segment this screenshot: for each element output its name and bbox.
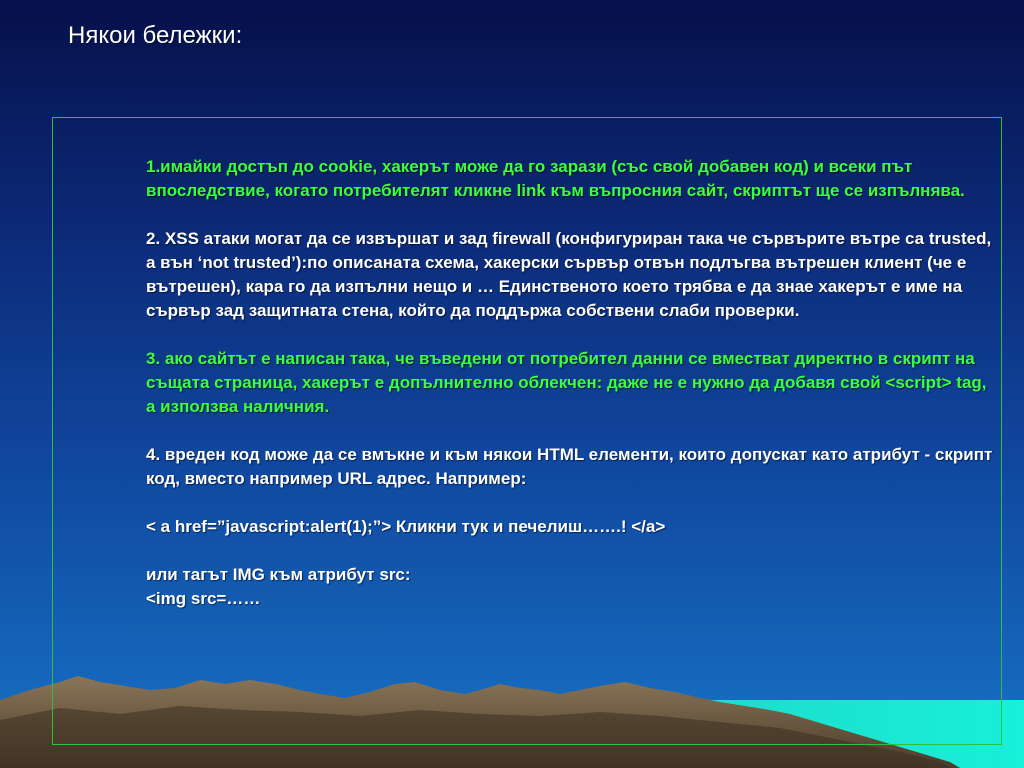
notes-text-block (146, 155, 996, 611)
img-intro: или тагът IMG към атрибут src: (146, 565, 411, 584)
note-script-injection: 3. ако сайтът е написан така, че въведени от потребител данни се вместват директно в скрипт на същата страница, хакерът е допълнително облекчен: даже не е нужно да добавя свой <script> tag, а използва наличния. (146, 349, 987, 416)
slide-title: Някои бележки: (68, 22, 243, 49)
example-link-code: < a href=”javascript:alert(1);”> Кликни тук и печелиш…….! </a> (146, 517, 666, 536)
note-cookie: 1.имайки достъп до cookie, хакерът може да го зарази (със свой добавен код) и всеки път впоследствие, когато потребителят кликне link към въпросния сайт, скриптът ще се изпълнява. (146, 157, 965, 200)
example-img-code: <img src=…… (146, 589, 261, 608)
note-xss-firewall: 2. XSS атаки могат да се извършат и зад firewall (конфигуриран така че сървърите вътре са trusted, а вън ‘not trusted’):по описаната схема, хакерски сървър отвън подлъгва вътрешен клиент (че е вътрешен), кара го да изпълни нещо и … Единственото което трябва е да знае хакерът е име на сървър зад защитната стена, който да поддържа собствени слаби проверки. (146, 229, 992, 320)
note-html-attributes: 4. вреден код може да се вмъкне и към някои HTML елементи, които допускат като атрибут - скрипт код, вместо например URL адрес. Например: (146, 445, 993, 488)
